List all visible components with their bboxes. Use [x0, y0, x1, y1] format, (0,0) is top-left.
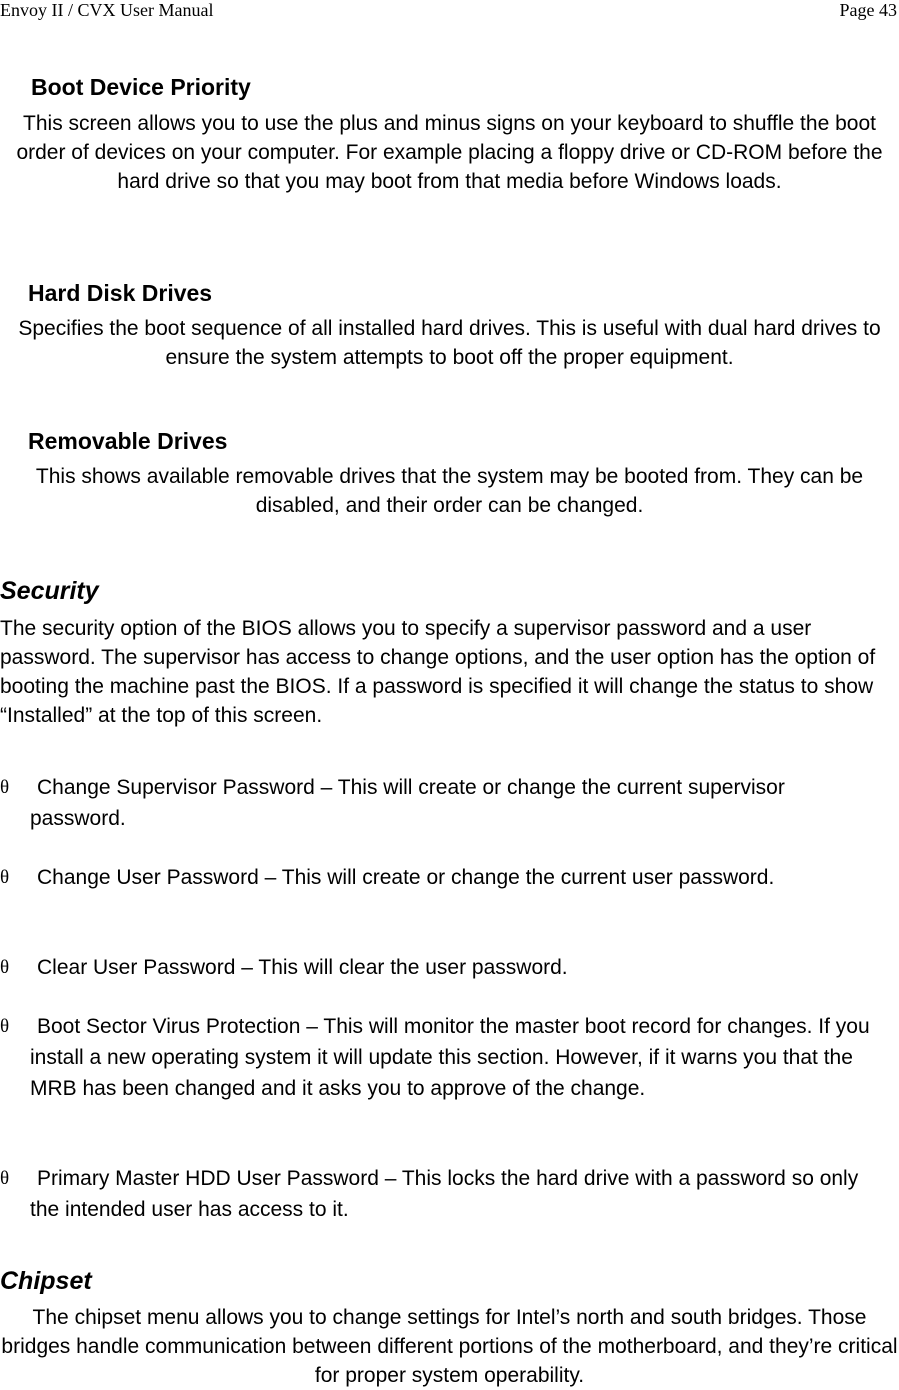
list-item-text: Change Supervisor Password – This will create or change the current supervisor password. [30, 776, 785, 830]
heading-security: Security [0, 577, 99, 605]
paragraph-security: The security option of the BIOS allows you to specify a supervisor password and a user password. The supervisor has access to change options, and the user option has the option of booting the machine past the BIOS. If a password is specified it will change the status to show “Installed” at the top of this screen. [0, 617, 876, 727]
page-number: Page 43 [839, 0, 897, 20]
bullet-theta-icon: θ [0, 867, 10, 888]
list-item-text: Clear User Password – This will clear the user password. [37, 956, 568, 979]
document-header-title: Envoy II / CVX User Manual [0, 0, 214, 20]
paragraph-removable-drives: This shows available removable drives that the system may be booted from. They can be disabled, and their order can be changed. [35, 465, 864, 517]
list-item-text: Primary Master HDD User Password – This locks the hard drive with a password so only the intended user has access to it. [30, 1167, 859, 1221]
paragraph-hard-disk-drives: Specifies the boot sequence of all installed hard drives. This is useful with dual hard drives to ensure the system attempts to boot off the proper equipment. [18, 317, 881, 369]
paragraph-chipset: The chipset menu allows you to change settings for Intel’s north and south bridges. Those bridges handle communication between different portions of the motherboard, and they’re critical for proper system operability. [1, 1306, 898, 1387]
heading-hard-disk-drives: Hard Disk Drives [28, 280, 213, 306]
list-item-text: Change User Password – This will create or change the current user password. [37, 866, 775, 889]
heading-boot-device-priority: Boot Device Priority [31, 74, 251, 100]
bullet-theta-icon: θ [0, 777, 10, 798]
heading-removable-drives: Removable Drives [28, 428, 228, 454]
heading-chipset: Chipset [0, 1267, 92, 1295]
paragraph-boot-device-priority: This screen allows you to use the plus and minus signs on your keyboard to shuffle the boot order of devices on your computer. For example placing a floppy drive or CD-ROM before the hard drive so that you may boot from that media before Windows loads. [16, 112, 883, 193]
bullet-theta-icon: θ [0, 1168, 10, 1189]
bullet-theta-icon: θ [0, 1016, 10, 1037]
bullet-theta-icon: θ [0, 957, 10, 978]
list-item-text: Boot Sector Virus Protection – This will monitor the master boot record for changes. If you install a new operating system it will update this section. However, if it warns you that the MRB has been changed and it asks you to approve of the change. [30, 1015, 870, 1100]
